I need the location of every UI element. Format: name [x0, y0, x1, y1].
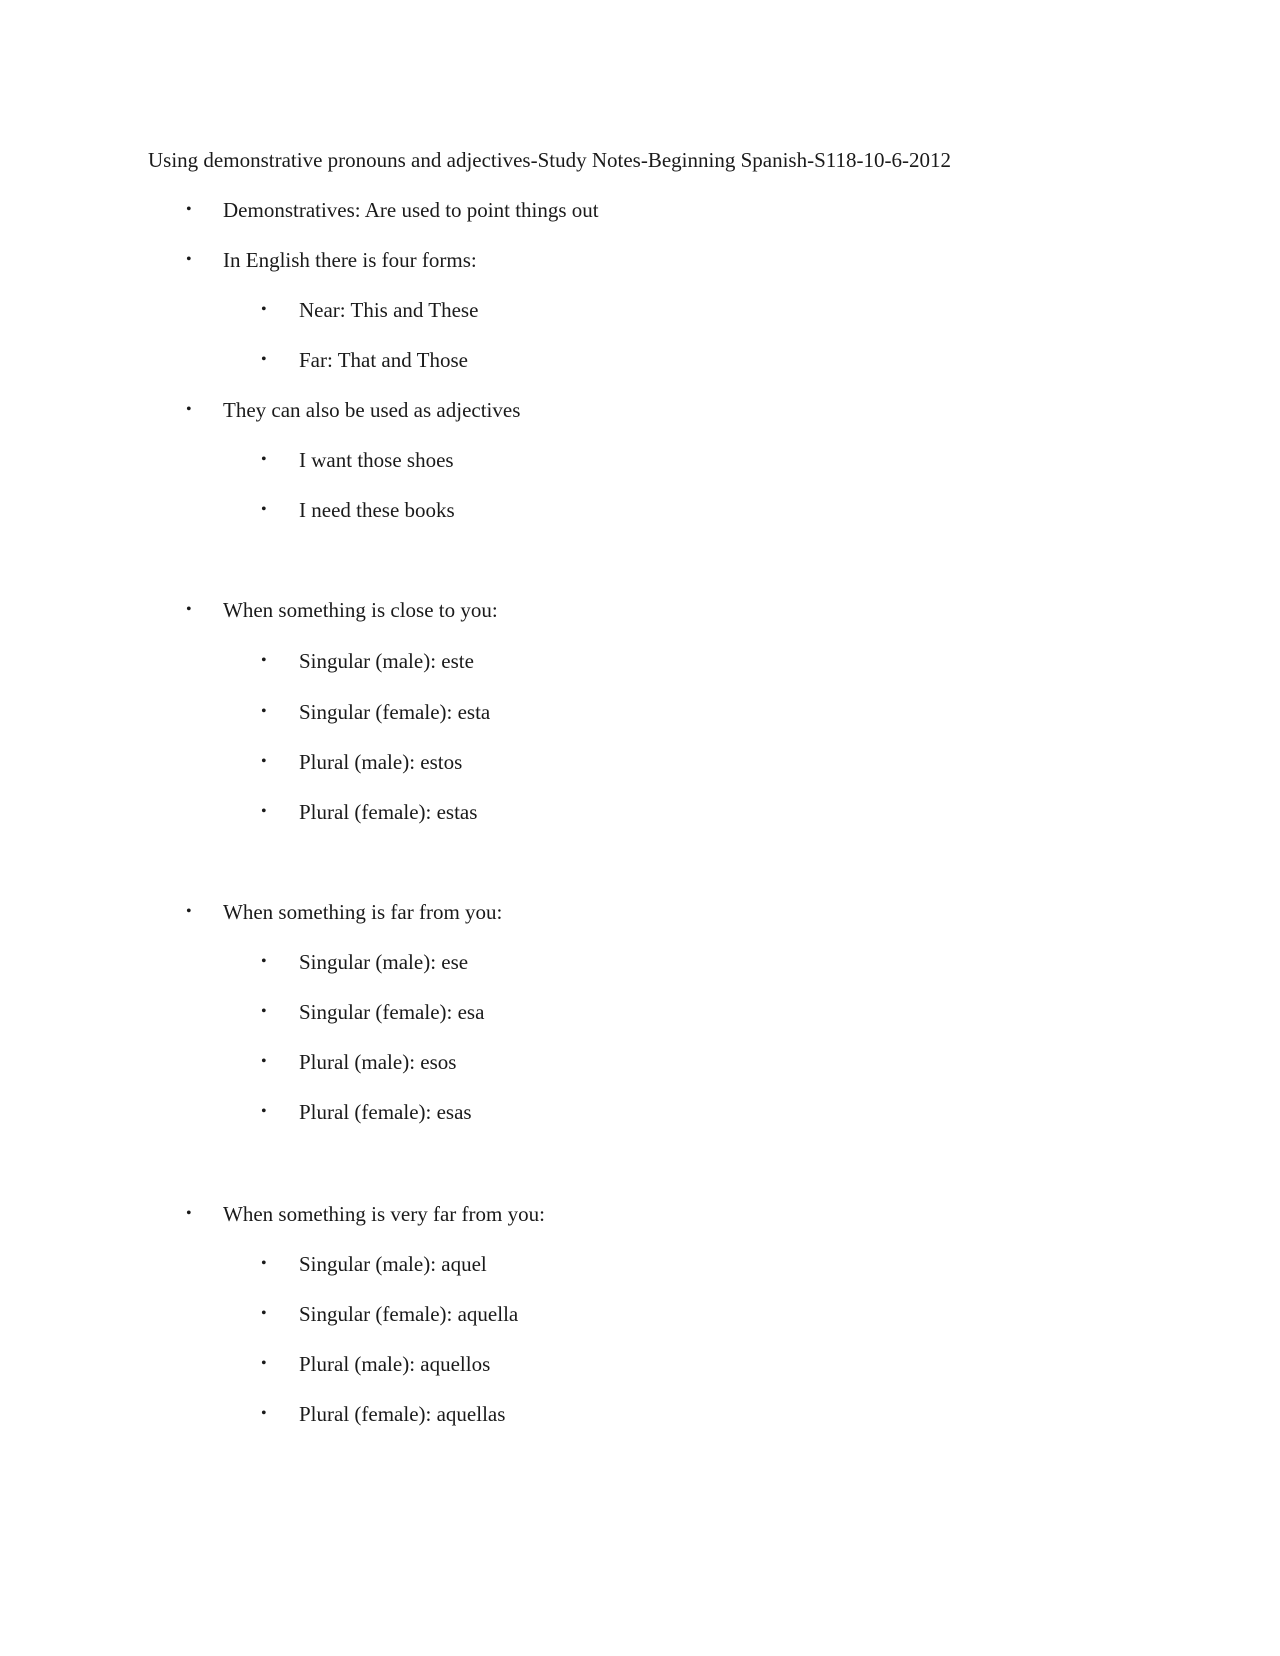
bullet-icon: • — [261, 1255, 267, 1272]
list-item-text: When something is close to you: — [223, 598, 498, 622]
bullet-icon: • — [186, 903, 192, 920]
bullet-icon: • — [261, 652, 267, 669]
bullet-icon: • — [261, 1305, 267, 1322]
list-item-text: Plural (male): aquellos — [299, 1352, 491, 1376]
bullet-icon: • — [261, 1405, 267, 1422]
bullet-icon: • — [261, 501, 267, 518]
list-item-text: I need these books — [299, 498, 455, 522]
list-item-text: When something is far from you: — [223, 900, 503, 924]
list-item-text: Plural (female): estas — [299, 800, 478, 824]
bullet-icon: • — [261, 1003, 267, 1020]
list-item-text: Singular (female): esa — [299, 1000, 485, 1024]
list-item-text: Plural (female): aquellas — [299, 1402, 506, 1426]
list-item-text: They can also be used as adjectives — [223, 398, 521, 422]
list-item-text: Singular (male): ese — [299, 950, 469, 974]
list-item-text: Singular (male): aquel — [299, 1252, 487, 1276]
list-item-text: Demonstratives: Are used to point things out — [223, 198, 599, 222]
bullet-icon: • — [261, 1355, 267, 1372]
bullet-icon: • — [186, 1205, 192, 1222]
list-item-text: Far: That and Those — [299, 348, 468, 372]
list-item-text: Plural (male): estos — [299, 750, 463, 774]
bullet-icon: • — [261, 451, 267, 468]
bullet-icon: • — [186, 601, 192, 618]
bullet-icon: • — [261, 1053, 267, 1070]
list-item-text: Near: This and These — [299, 298, 479, 322]
bullet-icon: • — [186, 251, 192, 268]
list-item-text: I want those shoes — [299, 448, 454, 472]
list-item-text: Plural (female): esas — [299, 1100, 472, 1124]
list-item-text: Singular (male): este — [299, 649, 474, 673]
bullet-icon: • — [186, 201, 192, 218]
bullet-icon: • — [186, 401, 192, 418]
list-item-text: In English there is four forms: — [223, 248, 477, 272]
bullet-icon: • — [261, 803, 267, 820]
bullet-icon: • — [261, 703, 267, 720]
document-title: Using demonstrative pronouns and adjectives-Study Notes-Beginning Spanish-S118-10-6-2012 — [148, 148, 951, 172]
bullet-icon: • — [261, 301, 267, 318]
list-item-text: When something is very far from you: — [223, 1202, 545, 1226]
bullet-icon: • — [261, 953, 267, 970]
bullet-icon: • — [261, 753, 267, 770]
list-item-text: Singular (female): esta — [299, 700, 491, 724]
list-item-text: Singular (female): aquella — [299, 1302, 519, 1326]
bullet-icon: • — [261, 351, 267, 368]
bullet-icon: • — [261, 1103, 267, 1120]
list-item-text: Plural (male): esos — [299, 1050, 457, 1074]
